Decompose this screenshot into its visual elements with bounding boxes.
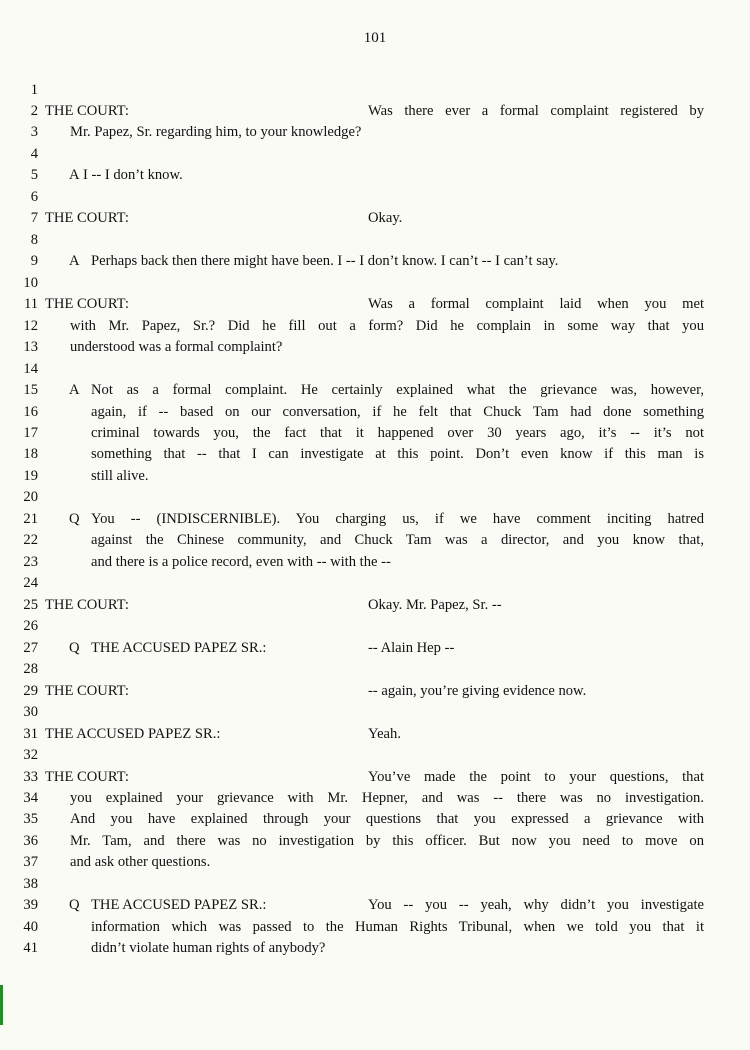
line-number: 35	[23, 811, 38, 828]
line-number: 19	[23, 467, 38, 484]
transcript-line	[0, 316, 750, 338]
line-number: 33	[23, 768, 38, 785]
transcript-line	[0, 101, 750, 123]
line-text: didn’t violate human rights of anybody?	[91, 940, 326, 957]
transcript-line	[0, 444, 750, 466]
transcript-line	[0, 165, 750, 187]
line-number: 18	[23, 446, 38, 463]
line-number: 20	[23, 489, 38, 506]
line-number: 3	[30, 124, 38, 141]
line-number: 38	[23, 875, 38, 892]
transcript-line	[0, 380, 750, 402]
line-number: 34	[23, 790, 38, 806]
line-number: 12	[23, 317, 38, 334]
transcript-line	[0, 702, 750, 724]
line-text: Mr. Tam, and there was no investigation by this officer. But now you need to move on	[70, 832, 704, 849]
line-number: 24	[23, 575, 38, 592]
line-text: THE COURT:	[45, 102, 129, 119]
line-number: 11	[23, 296, 38, 313]
line-text: Okay. Mr. Papez, Sr. --	[368, 596, 502, 613]
transcript-line	[0, 230, 750, 252]
line-number: 2	[30, 102, 38, 119]
line-number: 23	[23, 553, 38, 570]
line-text: You’ve made the point to your questions, that	[368, 768, 704, 785]
line-number: 10	[23, 274, 38, 291]
line-number: 5	[30, 167, 38, 184]
line-text: You -- you -- yeah, why didn’t you investigate	[368, 897, 704, 914]
transcript-line	[0, 917, 750, 939]
line-number: 32	[23, 747, 38, 764]
line-number: 7	[30, 210, 38, 227]
line-text: Mr. Papez, Sr. regarding him, to your knowledge?	[70, 124, 362, 141]
line-text: THE COURT:	[45, 682, 129, 699]
line-number: 27	[23, 639, 38, 656]
line-text: with Mr. Papez, Sr.? Did he fill out a form? Did he complain in some way that you	[70, 317, 704, 334]
line-text: Was there ever a formal complaint registered by	[368, 102, 704, 119]
transcript-line	[0, 809, 750, 831]
line-number: 25	[23, 596, 38, 613]
line-number: 9	[30, 253, 38, 270]
line-text: and ask other questions.	[70, 854, 211, 871]
line-number: 36	[23, 832, 38, 849]
line-text: Q	[69, 510, 80, 527]
line-text: A	[69, 382, 80, 399]
line-number: 6	[30, 188, 38, 205]
line-text: Was a formal complaint laid when you met	[368, 296, 704, 313]
transcript-line	[0, 895, 750, 917]
transcript-line	[0, 788, 750, 810]
line-number: 17	[23, 425, 38, 442]
line-text: Okay.	[368, 210, 403, 227]
transcript-line	[0, 724, 750, 746]
line-text: and there is a police record, even with -- with the --	[91, 553, 391, 570]
line-number: 37	[23, 854, 38, 871]
line-text: -- Alain Hep --	[368, 639, 455, 656]
transcript-line	[0, 423, 750, 445]
transcript-line	[0, 273, 750, 295]
transcript-line	[0, 638, 750, 660]
transcript-line	[0, 874, 750, 896]
line-number: 26	[23, 618, 38, 635]
line-number: 16	[23, 403, 38, 420]
transcript-line	[0, 681, 750, 703]
transcript-line	[0, 359, 750, 381]
line-text: A	[69, 167, 80, 184]
transcript-line	[0, 402, 750, 424]
transcript-line	[0, 80, 750, 102]
transcript-line	[0, 466, 750, 488]
transcript-line	[0, 552, 750, 574]
transcript-line	[0, 573, 750, 595]
line-text: criminal towards you, the fact that it happened over 30 years ago, it’s -- it’s not	[91, 425, 704, 442]
line-text: THE ACCUSED PAPEZ SR.:	[91, 639, 267, 656]
line-number: 31	[23, 725, 38, 742]
transcript-line	[0, 530, 750, 552]
line-text: And you have explained through your questions that you expressed a grievance with	[70, 811, 704, 828]
transcript-line	[0, 831, 750, 853]
transcript-line	[0, 144, 750, 166]
page-number: 101	[363, 30, 387, 46]
transcript-line	[0, 595, 750, 617]
line-number: 22	[23, 532, 38, 549]
line-text: You -- (INDISCERNIBLE). You charging us, if we have comment inciting hatred	[91, 510, 704, 527]
line-text: THE COURT:	[45, 596, 129, 613]
transcript-line	[0, 122, 750, 144]
line-number: 1	[30, 81, 38, 98]
transcript-line	[0, 745, 750, 767]
transcript-line	[0, 938, 750, 960]
line-text: THE ACCUSED PAPEZ SR.:	[91, 897, 267, 914]
transcript-line	[0, 767, 750, 789]
transcript-line	[0, 509, 750, 531]
transcript-line	[0, 852, 750, 874]
line-number: 21	[23, 510, 38, 527]
margin-mark	[0, 985, 3, 1025]
line-text: something that -- that I can investigate at this point. Don’t even know if this man is	[91, 446, 704, 463]
line-text: information which was passed to the Human Rights Tribunal, when we told you that it	[91, 918, 704, 935]
line-number: 39	[23, 897, 38, 914]
line-text: against the Chinese community, and Chuck Tam was a director, and you know that,	[91, 532, 704, 549]
transcript-line	[0, 337, 750, 359]
line-text: Perhaps back then there might have been. I -- I don’t know. I can’t -- I can’t say.	[91, 253, 559, 270]
transcript-line	[0, 616, 750, 638]
line-text: Q	[69, 897, 80, 914]
line-number: 14	[23, 360, 38, 377]
transcript-line	[0, 251, 750, 273]
transcript-line	[0, 187, 750, 209]
line-text: Not as a formal complaint. He certainly explained what the grievance was, however,	[91, 382, 704, 399]
line-number: 28	[23, 661, 38, 678]
transcript-line	[0, 208, 750, 230]
line-number: 30	[23, 704, 38, 721]
line-text: Q	[69, 639, 80, 656]
line-number: 29	[23, 682, 38, 699]
line-number: 8	[30, 231, 38, 248]
line-text: again, if -- based on our conversation, if he felt that Chuck Tam had done something	[91, 403, 704, 420]
line-text: THE ACCUSED PAPEZ SR.:	[45, 725, 221, 742]
line-text: THE COURT:	[45, 296, 129, 313]
line-number: 13	[23, 339, 38, 356]
line-text: understood was a formal complaint?	[70, 339, 283, 356]
line-number: 40	[23, 918, 38, 935]
line-text: Yeah.	[368, 725, 401, 742]
transcript-line	[0, 659, 750, 681]
transcript-line	[0, 487, 750, 509]
line-text: still alive.	[91, 467, 149, 484]
line-number: 4	[30, 145, 38, 162]
line-text: -- again, you’re giving evidence now.	[368, 682, 587, 699]
transcript-line	[0, 294, 750, 316]
line-text: I -- I don’t know.	[83, 167, 183, 184]
line-text: THE COURT:	[45, 768, 129, 785]
line-text: THE COURT:	[45, 210, 129, 227]
line-number: 15	[23, 382, 38, 399]
line-number: 41	[23, 940, 38, 957]
line-text: you explained your grievance with Mr. Hepner, and was -- there was no investigation.	[70, 790, 704, 806]
line-text: A	[69, 253, 80, 270]
